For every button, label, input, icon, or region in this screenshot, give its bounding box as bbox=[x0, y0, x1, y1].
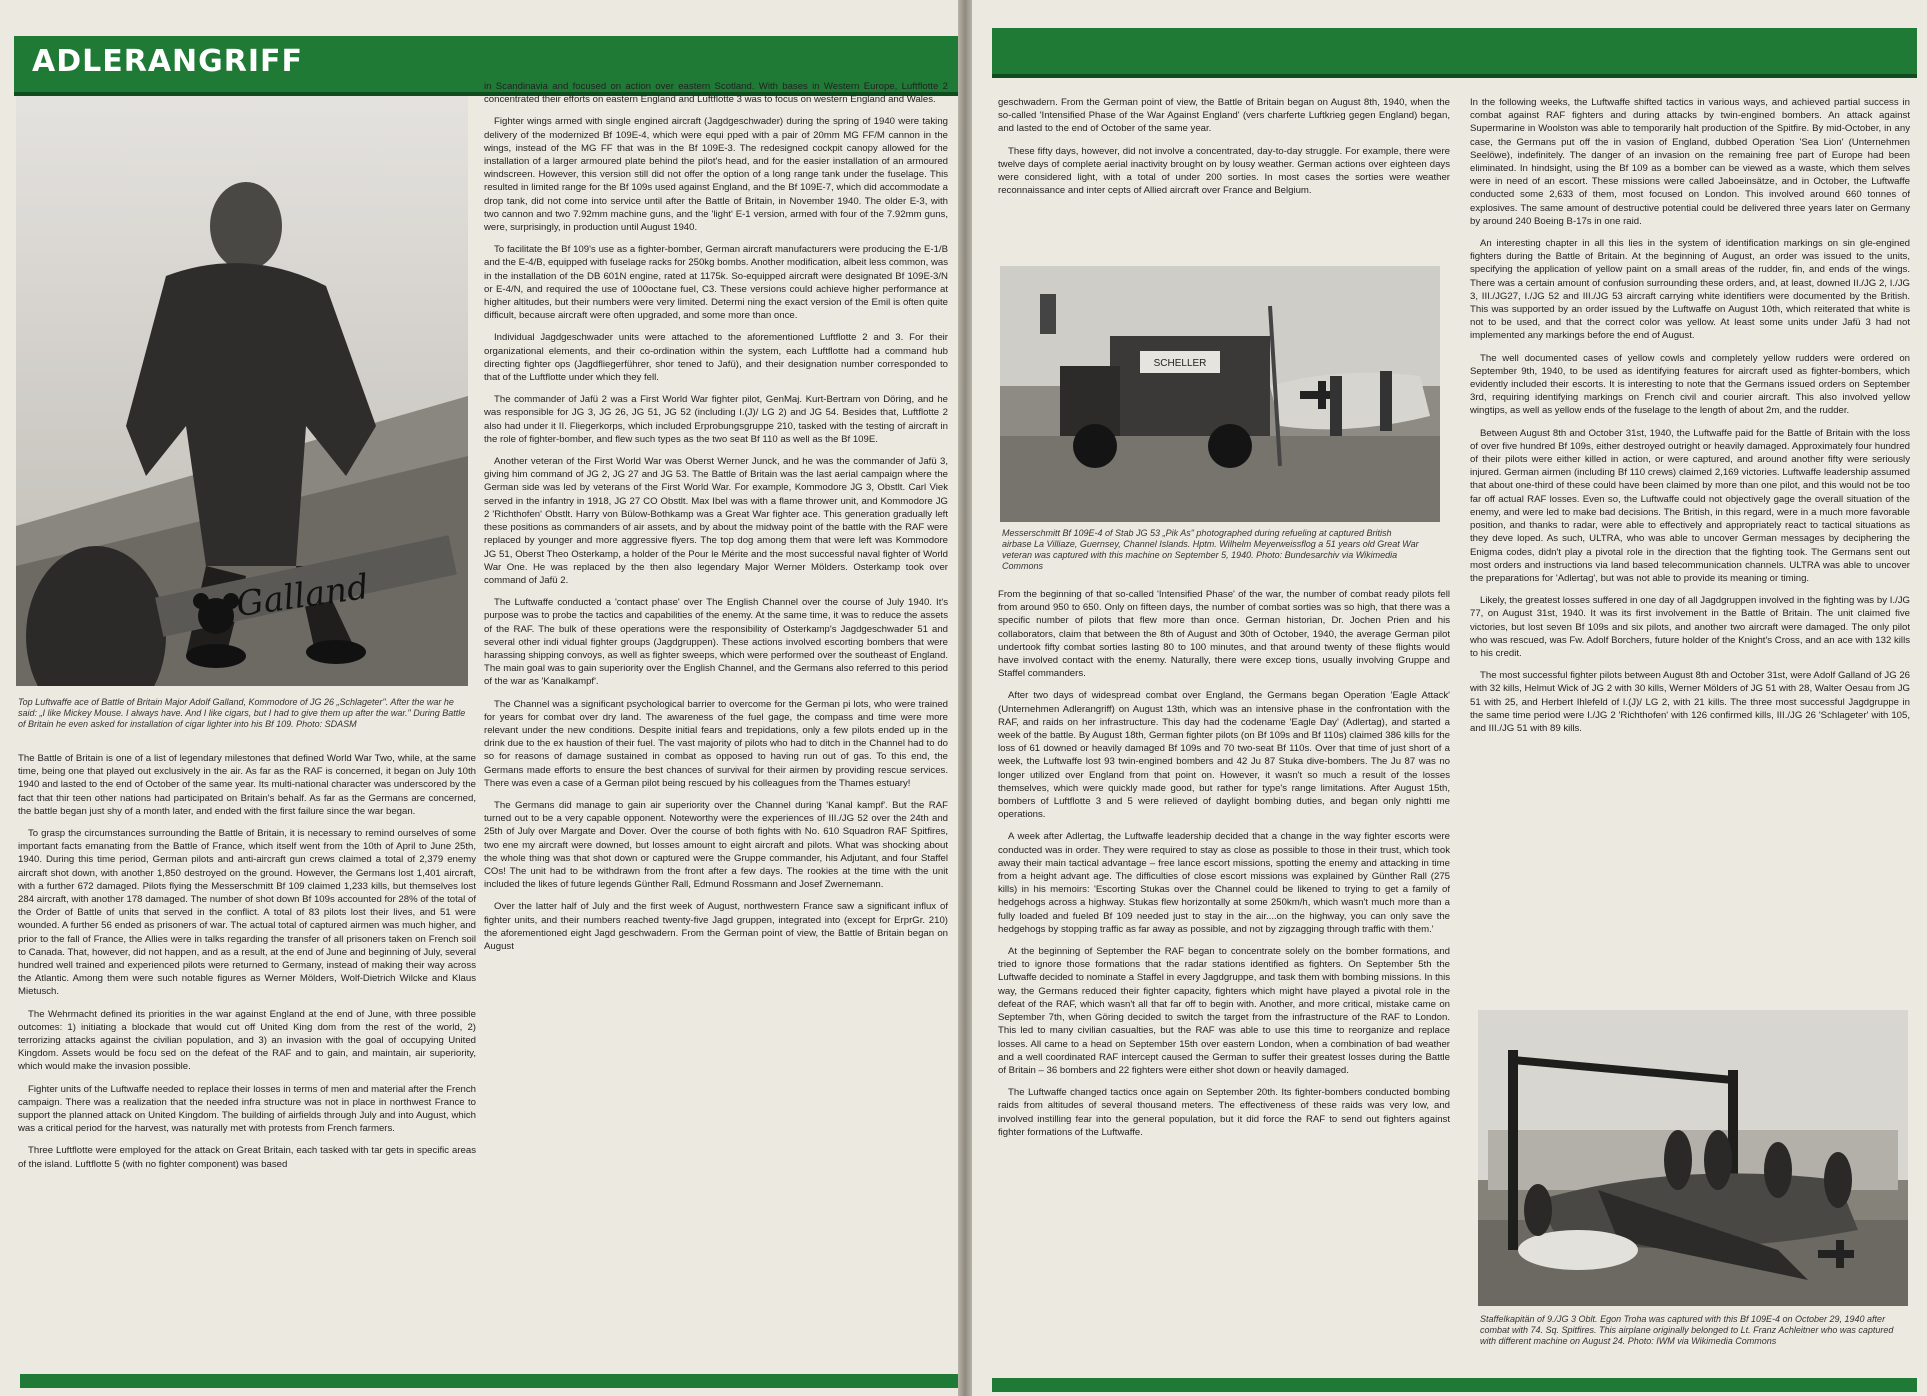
left-page-column-1 bbox=[18, 752, 476, 1180]
paragraph: At the beginning of September the RAF began to concentrate solely on the bomber formations, and tried to ignore those formations that the radar stations identified as fighters. On September 5th the Luftwaffe decided to nominate a Staffel in every Jagdgruppe, and task them with bombing missions. In this way, the Germans reduced their fighter capacity, fighters which might have played a pivotal role in the defeat of the RAF, which wasn't all that far off to begin with. Another, and more critical, mistake came on September 7th, when Göring decided to switch the target from the infrastructure of the RAF to London. This led to many civilian casualties, but the RAF was able to use this time to reorganize and replace losses. All came to a head on September 15th over eastern London, when a combination of bad weather and a well coordinated RAF intercept caused the German to suffer their greatest losses during the Battle of Britain – 36 bombers and 22 fighters were either shot down or heavily damaged. bbox=[998, 946, 1450, 1076]
truck-lettering: SCHELLER bbox=[1153, 358, 1207, 369]
paragraph: The Battle of Britain is one of a list of legendary milestones that defined World War Two, while, at the same time, being one that played out exclusively in the air. As far as the RAF is concerned, it began on July 10th 1940 and lasted to the end of October of the same year. Its multi-national character was underscored by the fact that thir teen other nations had participated on Britain's behalf. As far as the Germans are concerned, the battle began just shy of a month later, and ended with the first failure since the war began. bbox=[18, 753, 476, 817]
paragraph: These fifty days, however, did not involve a concentrated, day-to-day struggle. For example, there were twelve days of complete aerial inactivity brought on by lousy weather. German actions over eighteen days were considered light, with a total of under 200 sorties. In most cases the sorties were weather reconnaissance and inter cepts of Allied aircraft over France and Belgium. bbox=[998, 145, 1450, 197]
galland-caption: Top Luftwaffe ace of Battle of Britain Major Adolf Galland, Kommodore of JG 26 „Schlageter". After the war he said: „I like Mickey Mouse. I always have. And I like cigars, but I had to give them up after the war." During Battle of Britain he even asked for installation of cigar lighter into his Bf 109. Photo: SDASM bbox=[18, 697, 466, 729]
paragraph: The Luftwaffe changed tactics once again on September 20th. Its fighter-bombers conducted bombing raids from altitudes of several thousand meters. The effectiveness of these raids was very low, and involved instilling fear into the general population, but it did force the RAF to send out fighters against fighter formations of the Luftwaffe. bbox=[998, 1087, 1450, 1138]
paragraph: Three Luftflotte were employed for the attack on Great Britain, each tasked with tar gets in specific areas of the island. Luftflotte 5 (with no fighter component) was based bbox=[18, 1145, 476, 1170]
right-page-column-1-bottom bbox=[998, 588, 1450, 1148]
right-page-column-2 bbox=[1470, 96, 1910, 744]
paragraph: In the following weeks, the Luftwaffe shifted tactics in various ways, and achieved partial success in combat against RAF fighters and during attacks by twin-engined bombers. An attack against Supermarine in Woolston was able to temporarily halt production of the Spitfire. By mid-October, in any case, the Germans put off the in vasion of England, dubbed Operation 'Sea Lion' (Unternehmen Seelöwe), indefinitely. The danger of an invasion on the remaining free part of Europe had been eliminated. In hindsight, using the Bf 109 as a bomber can be viewed as a waste, which them selves were in need of an escort. These missions were called Jaboeinsätze, and in October, the Luftwaffe conducted some 2,633 of them, most focused on London. This involved around 660 tonnes of explosives. The same amount of destructive potential could be delivered three years later on Germany by around 240 Boeing B-17s in one raid. bbox=[1470, 97, 1910, 227]
refueling-photo bbox=[1000, 266, 1440, 522]
captured-aircraft-caption: Staffelkapitän of 9./JG 3 Oblt. Egon Troha was captured with this Bf 109E-4 on October 29, 1940 after combat with 74. Sq. Spitfires. This airplane originally belonged to Lt. Franz Achleitner who was captured with different machine on August 24. Photo: IWM via Wikimedia Commons bbox=[1480, 1314, 1894, 1346]
paragraph: To grasp the circumstances surrounding the Battle of Britain, it is necessary to remind ourselves of some important facts emanating from the Battle of France, which itself went from the 10th of April to June 25th, 1940. During this time period, German pilots and anti-aircraft gun crews claimed a total of 2,379 enemy aircraft shot down, with another 1,850 destroyed on the ground. However, the Germans lost 1,401 aircraft, with a further 672 damaged. Pilots flying the Messerschmitt Bf 109 claimed 1,233 kills, but themselves lost 284 aircraft, with another 178 damaged. The number of shot down Bf 109s accounted for 28% of the total of the Order of Battle of units that served in the conflict. A total of 83 pilots lost their lives, and 51 were wounded. A further 56 ended as prisoners of war. The actual total of captured airmen was much higher, and prior to the fall of France, the Allies were in talks regarding the transfer of all prisoners taken on French soil to Canada. That, however, did not happen, and as a result, at the end of June and beginning of July, several hundred well trained and experienced pilots were returned to Germany, instead of making their way across the Atlantic. Among them were such notable figures as Werner Mölders, Wolf-Dietrich Wilcke and Klaus Mietusch. bbox=[18, 828, 476, 998]
paragraph: in Scandinavia and focused on action over eastern Scotland. With bases in Western Europe, Luftflotte 2 concentrated their efforts on eastern England and Luftflotte 3 was to focus on western England and Wales. bbox=[484, 81, 948, 106]
captured-aircraft-photo bbox=[1478, 1010, 1908, 1306]
paragraph: Between August 8th and October 31st, 1940, the Luftwaffe paid for the Battle of Britain with the loss of over five hundred Bf 109s, either destroyed outright or heavily damaged. Approximately four hundred of their pilots were either killed in action, or were captured, and around another fifty were seriously injured. German airmen (including Bf 110 crews) claimed 2,169 victories. Luftwaffe leadership assumed that about one-third of these could have been claimed by more than one pilot, and this would not be too far off actual RAF losses. Even so, the Luftwaffe could not objectively gage the overall situation of the enemy, and were led to make bad decisions. The British, in this regard, were in a much more favorable position, and thanks to radar, were able to effectively and appropriately react to tactical situations as they deve loped. As such, ULTRA, who was able to uncover German messages by deciphering the Enigma codes, didn't play a pivotal role in the direction that the fighting took. The Germans sent out most orders and instructions via land based telecommunication channels. ULTRA was able to uncover the preparations for 'Adlertag', but was not able to provide its meaning or timing. bbox=[1470, 427, 1910, 584]
paragraph: Individual Jagdgeschwader units were attached to the aforementioned Luftflotte 2 and 3. For their organizational elements, and their co-ordination within the system, each Luftflotte had a command hub directing fighter ops (Jagdfliegerführer, shor tened to Jafü), and their designation number corresponded to that of the Luftflotte under which they fell. bbox=[484, 332, 948, 384]
paragraph: Over the latter half of July and the first week of August, northwestern France saw a significant influx of fighter units, and their numbers reached twenty-five Jagd gruppen, integrated into (except for ErprGr. 210) the aforementioned eight Jagd geschwadern. From the German point of view, the Battle of Britain began on August bbox=[484, 901, 948, 952]
page-gutter bbox=[958, 0, 972, 1396]
refueling-photo-image bbox=[1000, 266, 1440, 522]
paragraph: To facilitate the Bf 109's use as a fighter-bomber, German aircraft manufacturers were producing the E-1/B and the E-4/B, equipped with fuselage racks for 250kg bombs. Another modification, albeit less common, was in the installation of the DB 601N engine, rated at 1175k. So-equipped aircraft were designated Bf 109E-3/N or E-4/N, and required the use of 100octane fuel, C3. These versions could achieve higher performance at higher altitudes, but their numbers were very limited. Determi ning the exact version of the Emil is often quite difficult, because aircraft were often upgraded, and some more than once. bbox=[484, 244, 948, 322]
right-page bbox=[972, 0, 1927, 1396]
left-page-column-2 bbox=[484, 80, 948, 962]
section-title: ADLERANGRIFF bbox=[32, 44, 304, 79]
paragraph: From the beginning of that so-called 'Intensified Phase' of the war, the number of combat ready pilots fell from around 950 to 650. Only on fifteen days, the number of combat sorties was so high, that there was a specific number of pilots that flew more than once. German historian, Dr. Jochen Prien and his collaborators, claim that between the 8th of August and 30th of October, 1940, the average German pilot undertook fifty combat sorties lasting 80 to 100 minutes, and that around twenty of these flights would have involved contact with the enemy. Naturally, there were excep tions, usually involving Gruppe and Staffel commanders. bbox=[998, 589, 1450, 680]
footer-bar bbox=[992, 1378, 1917, 1392]
paragraph: An interesting chapter in all this lies in the system of identification markings on sin gle-engined fighters during the Battle of Britain. At the beginning of August, an order was issued to the units, specifying the application of yellow paint on a small areas of the rudder, fin, and ends of the wings. There was a certain amount of confusion surrounding these orders, and, at least, downed II./JG 2, I./JG 3, III./JG27, I./JG 52 and III./JG 53 aircraft carrying white identifiers were documented by the British. This was supported by an order issued by the Luftwaffe on August 10th, which reiterated that white is not to be used, and that the correct color was yellow. At least some units under Jafü 3 had not implemented any markings before the end of August. bbox=[1470, 238, 1910, 342]
paragraph: After two days of widespread combat over England, the Germans began Operation 'Eagle Attack' (Unternehmen Adlerangriff) on August 13th, which was an intensive phase in the confrontation with the RAF, and raids on her infrastructure. This day had the codename 'Eagle Day' (Adlertag), and started a week of the battle. By August 18th, German fighter pilots (on Bf 109s and Bf 110s) claimed 386 kills for the loss of 61 downed or heavily damaged Bf 109s and 70 two-seat Bf 110s. Over that time of just short of a week, the Luftwaffe lost 93 twin-engined bombers and 42 Ju 87 Stuka dive-bombers. The Ju 87 was no longer utilized over England from that point on. However, it wasn't so much a result of the losses themselves, which were quickly made good, but rather for type's range limitations. After August 15th, bombers of Luftflotte 3 and 5 were relieved of daylight bombing duties, and began only nightti me operations. bbox=[998, 690, 1450, 821]
paragraph: The Channel was a significant psychological barrier to overcome for the German pi lots, who were trained for years for combat over dry land. The awareness of the fuel gage, the compass and time were more relevant under the new conditions. Despite initial fears and trepidations, only a few pilots ended up in the drink due to the ex haustion of their fuel. The vast majority of pilots who had to ditch in the Channel had to do so for reasons of damage sustained in combat as opposed to having run out of gas. To this end, the Germans made efforts to ensure the best chances of survival for their airmen by providing rescue services. There was even a case of a German pilot being rescued by his colleagues from the Thames estuary! bbox=[484, 698, 948, 789]
right-page-column-1-top bbox=[998, 96, 1450, 206]
paragraph: The commander of Jafü 2 was a First World War fighter pilot, GenMaj. Kurt-Bertram von Döring, and he was responsible for JG 3, JG 26, JG 51, JG 52 (including I.(J)/ LG 2) and JG 54. Besides that, Luftflotte 2 also had under it II. Fliegerkorps, which included Erprobungsgruppe 210, tasked with the testing of aircraft in the role of fighter-bomber, and flew such types as the two seat Bf 110 as well as the Bf 109E. bbox=[484, 394, 948, 445]
header-banner bbox=[992, 28, 1917, 78]
paragraph: The Wehrmacht defined its priorities in the war against England at the end of June, with three possible outcomes: 1) initiating a blockade that would cut off United King dom from the rest of the world, 2) terrorizing attacks against the civilian population, and 3) an invasion with the goal of occupying United Kingdom. Assets would be focu sed on the defeat of the RAF and to gain, and maintain, air superiority, which would make the invasion possible. bbox=[18, 1008, 476, 1073]
footer-bar bbox=[20, 1374, 958, 1388]
paragraph: A week after Adlertag, the Luftwaffe leadership decided that a change in the way fighter escorts were conducted was in order. They were required to stay as close as possible to those in their trust, which took away their main tactical advantage – free lance escort missions, spotting the enemy and attacking in time from a height advant age. The difficulties of close escort missions was explained by Günther Rall (275 kills) in his memoirs: 'Escorting Stukas over the Channel could be likened to trying to get a family of hedgehogs across a highway. Stukas flew horizontally at some 250km/h, which wasn't much more than a fully loaded and fueled Bf 109 needed just to stay in the air....on the highway, you can only save the hedgehogs by stopping traffic as far away as possible, and not by zigzagging through traffic with them.' bbox=[998, 831, 1450, 935]
paragraph: geschwadern. From the German point of view, the Battle of Britain began on August 8th, 1940, when the so-called 'Intensified Phase of the War Against England' (vers charferte Luftkrieg gegen England) began, and lasted to the end of October of the same year. bbox=[998, 97, 1450, 135]
paragraph: Fighter units of the Luftwaffe needed to replace their losses in terms of men and material after the French campaign. There was a realization that the needed infra structure was not in place in northwest France to support the planned attack on United Kingdom. The building of airfields through July and into August, which was a critical period for the harvest, was naturally met with protests from French farmers. bbox=[18, 1083, 476, 1135]
paragraph: The Germans did manage to gain air superiority over the Channel during 'Kanal kampf'. But the RAF turned out to be a very capable opponent. Noteworthy were the experiences of III./JG 52 over the 24th and 25th of July over Margate and Dover. Over the course of both fights with No. 610 Squadron RAF Spitfires, two ene my aircraft were downed, but losses amount to eight aircraft and pilots. What was shocking about the whole thing was that shot down or captured were the Gruppe commander, his Adjutant, and four Staffel COs! The unit had to be withdrawn from the front after a few days. The rookies at the time with the unit included the likes of future legends Günther Rall, Edmund Rossmann and Josef Zwernemann. bbox=[484, 799, 948, 891]
paragraph: The well documented cases of yellow cowls and completely yellow rudders were ordered on September 9th, 1940, to be used as identifying features for aircraft used as fighter-bombers, which evidently included their escorts. It is interesting to note that the Germans issued orders on September 3rd, requiring identifying markings on French civil and courier aircraft. This also involved yellow wingtips, as well as yellow ends of the fuselage to the length of about 2m, and the rudder. bbox=[1470, 352, 1910, 417]
paragraph: Fighter wings armed with single engined aircraft (Jagdgeschwader) during the spring of 1940 were taking delivery of the modernized Bf 109E-4, which were equi pped with a pair of 20mm MG FF/M cannon in the wings, instead of the MG FF that was in the Bf 109E-3. The redesigned cockpit canopy allowed for the installation of a larger armoured plate behind the pilot's head, and for the easier installation of an armoured windscreen. However, this version still did not offer the option of a long range tank under the fuselage. This resulted in limited range for the Bf 109s used against England, and the Bf 109E-7, which did accommodate a drop tank, did not come into service until after the Battle of Britain, in November 1940. The older E-3, with two cannon and two 7.92mm machine guns, and the 'light' E-1 version, armed with four of the 7.92mm guns, were, surprisingly, in production until August 1940. bbox=[484, 116, 948, 234]
paragraph: The most successful fighter pilots between August 8th and October 31st, were Adolf Galland of JG 26 with 32 kills, Helmut Wick of JG 2 with 30 kills, Werner Mölders of JG 51 with 28, Walter Oesau from JG 51 with 25, and Herbert Ihlefeld of I.(J)/ LG 2, with 21 kills. The three most successful Jagdgruppe in the same time period were I./JG 2 'Richthofen' with 126 confirmed kills, III./JG 26 'Schlageter' with 105, and III./JG 51 with 89 kills. bbox=[1470, 670, 1910, 734]
paragraph: Another veteran of the First World War was Oberst Werner Junck, and he was the commander of Jafü 3, giving him command of JG 2, JG 27 and JG 53. The Battle of Britain was the last aerial campaign where the German side was led by veterans of the First World War. For example, Kommodore JG 3, Obstlt. Carl Viek served in the infantry in 1918, JG 27 CO Obstlt. Max Ibel was with a flame thrower unit, and Kommodore JG 2 'Richthofen' Obstlt. Harry von Bülow-Bothkamp was a Great War fighter ace. This generation gradually left these positions as commanders of air assets, and by about the midway point of the battle with the RAF were replaced by younger and more aggressive flyers. The top dog among them that were left was Kommodore JG 51, Oberst Theo Osterkamp, a holder of the Pour le Mérite and the most successful naval fighter of World War One. He was replaced by the then also legendary Major Werner Mölders. Osterkamp took over command of Jafü 2. bbox=[484, 456, 948, 586]
refueling-caption: Messerschmitt Bf 109E-4 of Stab JG 53 „Pik As" photographed during refueling at captured British airbase La Villiaze, Guernsey, Channel Islands. Hptm. Wilhelm Meyerweissflog a 51 years old Great War veteran was captured with this machine on September 5, 1940. Photo: Bundesarchiv via Wikimedia Commons bbox=[1002, 528, 1419, 571]
paragraph: Likely, the greatest losses suffered in one day of all Jagdgruppen involved in the fighting was by I./JG 77, on August 31st, 1940. It was its first involvement in the Battle of Britain. The unit claimed five victories, but lost seven Bf 109s and six pilots, and another two aircraft were damaged. The only pilot who was rescued, was Fw. Adolf Borchers, future holder of the Knight's Cross, and an ace with 132 kills to his credit. bbox=[1470, 595, 1910, 659]
paragraph: The Luftwaffe conducted a 'contact phase' over The English Channel over the course of July 1940. It's purpose was to probe the tactics and capabilities of the enemy. At the same time, it was to reduce the assets of the RAF. The bulk of these operations were the responsibility of Osterkamp's Jagdgeschwader 51 and several other indi vidual fighter groups (Jagdgruppen). These actions involved escorting bombers that were harassing shipping convoys, as well as fighter sweeps, which were performed over the southeast of England. The main goal was to gain superiority over the English Channel, and the Germans also referred to this period of the war as 'Kanalkampf'. bbox=[484, 597, 948, 688]
left-page bbox=[0, 0, 958, 1396]
galland-photo bbox=[16, 96, 468, 686]
captured-aircraft-photo-image bbox=[1478, 1010, 1908, 1306]
signature: Galland bbox=[233, 566, 372, 626]
